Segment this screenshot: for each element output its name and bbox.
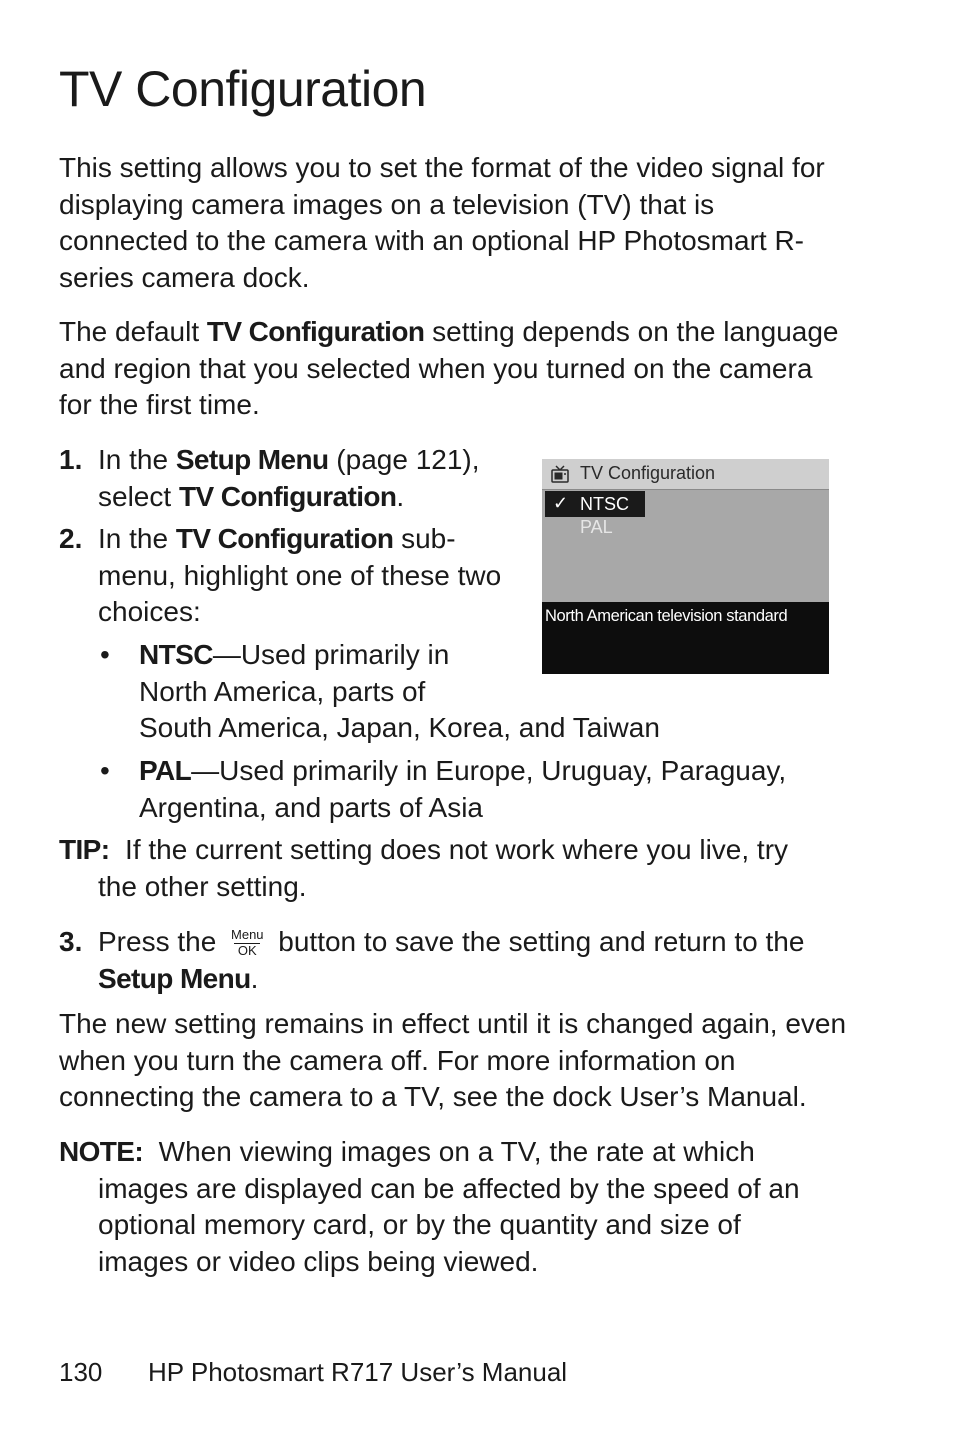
camera-screen-screenshot bbox=[542, 459, 829, 674]
closing-paragraph: The new setting remains in effect until it is changed again, even when you turn the camera off. For more information on connecting the camera to a TV, see the dock User’s Manual. bbox=[59, 1008, 847, 1112]
bullet-ntsc: • NTSC—Used primarily in North America, parts of South America, Japan, Korea, and Taiwan bbox=[100, 639, 660, 743]
tv-configuration-term: TV Configuration bbox=[175, 523, 394, 554]
tv-configuration-term: TV Configuration bbox=[206, 316, 425, 347]
step-number: 3. bbox=[59, 926, 83, 957]
tv-icon bbox=[550, 464, 570, 484]
option-ntsc-selected: ✓ NTSC bbox=[545, 491, 645, 517]
manual-title: HP Photosmart R717 User’s Manual bbox=[148, 1357, 568, 1387]
intro-paragraph: This setting allows you to set the format of the video signal for displaying camera images on a television (TV) that is connected to the camera with an optional HP Photosmart R-series camera dock. bbox=[59, 152, 825, 293]
step-number: 1. bbox=[59, 444, 83, 475]
note-label: NOTE: bbox=[59, 1136, 144, 1167]
bullet-pal: • PAL—Used primarily in Europe, Uruguay, Paraguay, Argentina, and parts of Asia bbox=[100, 755, 787, 823]
ntsc-term: NTSC bbox=[139, 639, 213, 670]
default-paragraph: The default TV Configuration setting depends on the language and region that you selected when you turned on the camera for the first time. bbox=[59, 316, 839, 420]
setup-menu-term: Setup Menu bbox=[98, 962, 251, 994]
bullet-dot: • bbox=[100, 755, 110, 786]
page-number: 130 bbox=[59, 1357, 103, 1387]
bullet-dot: • bbox=[100, 639, 110, 670]
step-3: 3. Press the Menu OK button to save the setting and return to the Setup Menu. bbox=[59, 926, 805, 994]
page-footer bbox=[59, 1357, 567, 1388]
menu-ok-button-icon: Menu OK bbox=[231, 926, 264, 958]
step-1: 1. In the Setup Menu (page 121), select TV Configuration. bbox=[59, 444, 480, 512]
note-block: NOTE: When viewing images on a TV, the rate at which images are displayed can be affected by the speed of an optional memory card, or by the quantity and size of images or video clips being viewed. bbox=[59, 1136, 800, 1277]
screen-status-bar bbox=[542, 602, 829, 674]
option-pal: PAL bbox=[580, 517, 613, 537]
pal-term: PAL bbox=[139, 755, 192, 786]
setup-menu-term: Setup Menu bbox=[175, 444, 329, 475]
page-title: TV Configuration bbox=[59, 61, 427, 117]
status-text: North American television standard bbox=[545, 607, 788, 625]
tip-block: TIP: If the current setting does not work where you live, try the other setting. bbox=[59, 834, 789, 902]
step-2: 2. In the TV Configuration sub- menu, highlight one of these two choices: bbox=[59, 523, 502, 627]
tip-label: TIP: bbox=[59, 834, 110, 865]
checkmark-icon: ✓ bbox=[553, 493, 569, 513]
tv-configuration-term: TV Configuration bbox=[178, 480, 397, 512]
screen-header bbox=[542, 459, 829, 490]
step-number: 2. bbox=[59, 523, 83, 554]
screen-title: TV Configuration bbox=[580, 463, 716, 483]
